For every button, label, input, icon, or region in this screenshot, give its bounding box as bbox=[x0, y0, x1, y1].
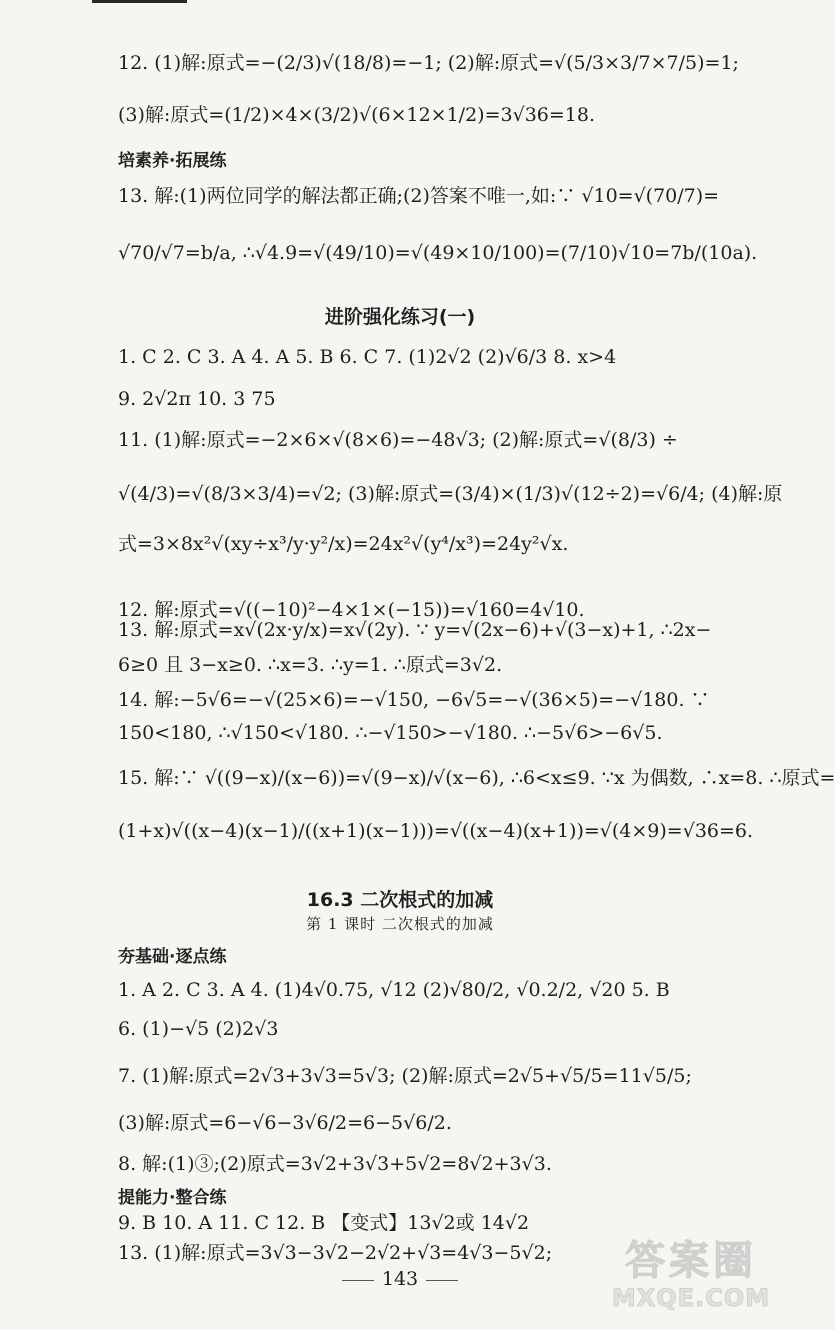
page-number: 143 bbox=[0, 1268, 800, 1290]
watermark-domain: MXQE.COM bbox=[611, 1284, 771, 1312]
practice-answers-9-10: 9. 2√2π 10. 3 75 bbox=[118, 388, 276, 410]
practice-13-line-2: 6≥0 且 3−x≥0. ∴x=3. ∴y=1. ∴原式=3√2. bbox=[118, 654, 503, 676]
practice-12: 12. 解:原式=√((−10)²−4×1×(−15))=√160=4√10. bbox=[118, 599, 585, 621]
section-heading-ability: 提能力·整合练 bbox=[118, 1188, 227, 1208]
practice-answers-1-8: 1. C 2. C 3. A 4. A 5. B 6. C 7. (1)2√2 (2)√6/3 8. x>4 bbox=[118, 346, 617, 368]
top-rule bbox=[92, 0, 187, 3]
section-heading-extension: 培素养·拓展练 bbox=[118, 151, 227, 171]
practice-15-line-1: 15. 解:∵ √((9−x)/(x−6))=√(9−x)/√(x−6), ∴6<x≤9. ∵x 为偶数, ∴x=8. ∴原式= bbox=[118, 767, 835, 789]
practice-11-line-1: 11. (1)解:原式=−2×6×√(8×6)=−48√3; (2)解:原式=√(8/3) ÷ bbox=[118, 429, 678, 451]
basics-answer-7-line-1: 7. (1)解:原式=2√3+3√3=5√3; (2)解:原式=2√5+√5/5=11√5/5; bbox=[118, 1065, 692, 1087]
basics-answers-1-5: 1. A 2. C 3. A 4. (1)4√0.75, √12 (2)√80/2, √0.2/2, √20 5. B bbox=[118, 979, 670, 1001]
answer-13-line-1: 13. 解:(1)两位同学的解法都正确;(2)答案不唯一,如:∵ √10=√(70/7)= bbox=[118, 185, 720, 207]
section-heading-basics: 夯基础·逐点练 bbox=[118, 947, 227, 967]
lesson-subtitle: 第 1 课时 二次根式的加减 bbox=[306, 915, 494, 933]
watermark-logo-text: 答案圈 bbox=[625, 1238, 757, 1284]
practice-13-line-1: 13. 解:原式=x√(2x·y/x)=x√(2y). ∵ y=√(2x−6)+√(3−x)+1, ∴2x− bbox=[118, 619, 712, 641]
practice-11-line-3: 式=3×8x²√(xy÷x³/y·y²/x)=24x²√(y⁴/x³)=24y²√x. bbox=[118, 533, 569, 555]
answer-12-line-2: (3)解:原式=(1/2)×4×(3/2)√(6×12×1/2)=3√36=18. bbox=[118, 104, 596, 126]
practice-14-line-2: 150<180, ∴√150<√180. ∴−√150>−√180. ∴−5√6>−6√5. bbox=[118, 722, 663, 744]
chapter-title: 16.3 二次根式的加减 bbox=[306, 889, 494, 911]
practice-15-line-2: (1+x)√((x−4)(x−1)/((x+1)(x−1)))=√((x−4)(x+1))=√(4×9)=√36=6. bbox=[118, 820, 754, 842]
basics-answer-7-line-2: (3)解:原式=6−√6−3√6/2=6−5√6/2. bbox=[118, 1112, 452, 1134]
practice-14-line-1: 14. 解:−5√6=−√(25×6)=−√150, −6√5=−√(36×5)=−√180. ∵ bbox=[118, 689, 710, 711]
answer-13-line-2: √70/√7=b/a, ∴√4.9=√(49/10)=√(49×10/100)=(7/10)√10=7b/(10a). bbox=[118, 242, 758, 264]
practice-11-line-2: √(4/3)=√(8/3×3/4)=√2; (3)解:原式=(3/4)×(1/3)√(12÷2)=√6/4; (4)解:原 bbox=[118, 483, 783, 505]
ability-answers-9-12: 9. B 10. A 11. C 12. B 【变式】13√2或 14√2 bbox=[118, 1212, 530, 1234]
answer-12-line-1: 12. (1)解:原式=−(2/3)√(18/8)=−1; (2)解:原式=√(5/3×3/7×7/5)=1; bbox=[118, 52, 739, 74]
basics-answer-8: 8. 解:(1)③;(2)原式=3√2+3√3+5√2=8√2+3√3. bbox=[118, 1153, 552, 1175]
practice-title: 进阶强化练习(一) bbox=[324, 306, 476, 328]
ability-answer-13: 13. (1)解:原式=3√3−3√2−2√2+√3=4√3−5√2; bbox=[118, 1242, 553, 1264]
watermark-logo bbox=[596, 1238, 786, 1326]
basics-answer-6: 6. (1)−√5 (2)2√3 bbox=[118, 1018, 279, 1040]
